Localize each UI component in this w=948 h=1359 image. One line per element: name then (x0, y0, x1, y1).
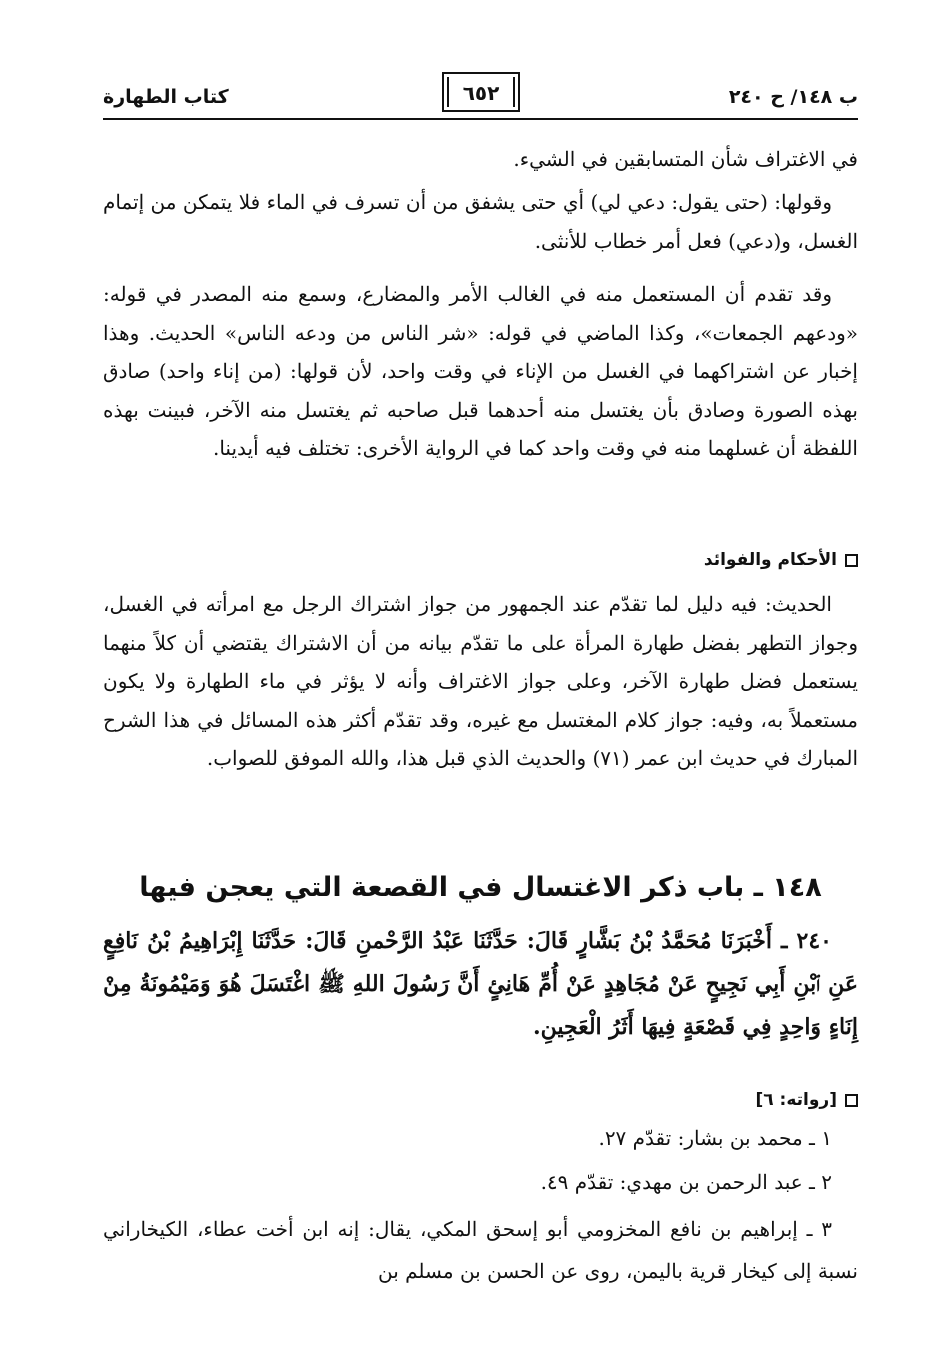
chapter-title: ١٤٨ ـ باب ذكر الاغتسال في القصعة التي يعجن فيها (139, 872, 822, 903)
header-rule (103, 118, 858, 120)
page-number-frame (442, 72, 520, 112)
narrator-item: ٣ ـ إبراهيم بن نافع المخزومي أبو إسحق المكي، يقال: إنه ابن أخت عطاء، الكيخاراني نسبة إلى كيخار قرية باليمن، روى عن الحسن بن مسلم بن (103, 1217, 858, 1283)
hadith-text: ٢٤٠ ـ أَخْبَرَنَا مُحَمَّدُ بْنُ بَشَّارٍ قَالَ: حَدَّثَنَا عَبْدُ الرَّحْمنِ قَالَ: حَدَّثَنَا إِبْرَاهِيمُ بْنُ نَافِعٍ عَنِ ٱبْنِ أَبِي نَجِيحٍ عَنْ مُجَاهِدٍ عَنْ أُمِّ هَانِئٍ أَنَّ رَسُولَ اللهِ ﷺ اغْتَسَلَ هُوَ وَمَيْمُونَةُ مِنْ إِنَاءٍ وَاحِدٍ فِي قَصْعَةٍ فِيهَا أَثَرُ الْعَجِينِ. (103, 928, 858, 1040)
narrators-heading-label: [رواته: ٦] (755, 1090, 837, 1110)
page-number: ٦٥٢ (462, 81, 500, 105)
running-header-reference: ب ١٤٨/ ح ٢٤٠ (728, 86, 858, 108)
narrator-item: ١ ـ محمد بن بشار: تقدّم ٢٧. (598, 1126, 832, 1150)
rulings-paragraph: الحديث: فيه دليل لما تقدّم عند الجمهور من جواز اشتراك الرجل مع امرأته في الغسل، وجواز التطهر بفضل طهارة المرأة على ما تقدّم بيانه من أن الاشتراك يقتضي أن كلاً منهما يستعمل فضل طهارة الآخر، وعلى جواز الاغتراف وأنه لا يؤثر في ماء الطهارة ولا يكون مستعملاً به، وفيه: جواز كلام المغتسل مع غيره، وقد تقدّم أكثر هذه المسائل في هذا الشرح المبارك في حديث ابن عمر (٧١) والحديث الذي قبل هذا، والله الموفق للصواب. (103, 592, 858, 770)
square-bullet-icon (845, 554, 858, 567)
intro-line: في الاغتراف شأن المتسابقين في الشيء. (513, 147, 858, 171)
rulings-heading (704, 550, 858, 570)
narrator-item: ٢ ـ عبد الرحمن بن مهدي: تقدّم ٤٩. (540, 1170, 832, 1194)
intro-paragraph-3: وقد تقدم أن المستعمل منه في الغالب الأمر والمضارع، وسمع منه المصدر في قوله: «ودعهم الجمعات»، وكذا الماضي في قوله: «شر الناس من ودعه الناس» الحديث. وهذا إخبار عن اشتراكهما في الغسل من الإناء في وقت واحد، لأن قولها: (من إناء واحد) صادق بهذه الصورة وصادق بأن يغتسل منه أحدهما قبل صاحبه ثم يغتسل منه الآخر، فبينت بهذه اللفظة أن غسلهما منه في وقت واحد كما في الرواية الأخرى: تختلف فيه أيدينا. (103, 282, 858, 460)
rulings-heading-label: الأحكام والفوائد (703, 550, 837, 570)
intro-paragraph-2: وقولها: (حتى يقول: دعي لي) أي حتى يشفق من أن تسرف في الماء فلا يتمكن من إتمام الغسل، و(دعي) فعل أمر خطاب للأنثى. (103, 190, 858, 253)
square-bullet-icon (845, 1094, 858, 1107)
narrators-heading (755, 1090, 858, 1110)
running-header-book-title: كتاب الطهارة (103, 86, 229, 108)
